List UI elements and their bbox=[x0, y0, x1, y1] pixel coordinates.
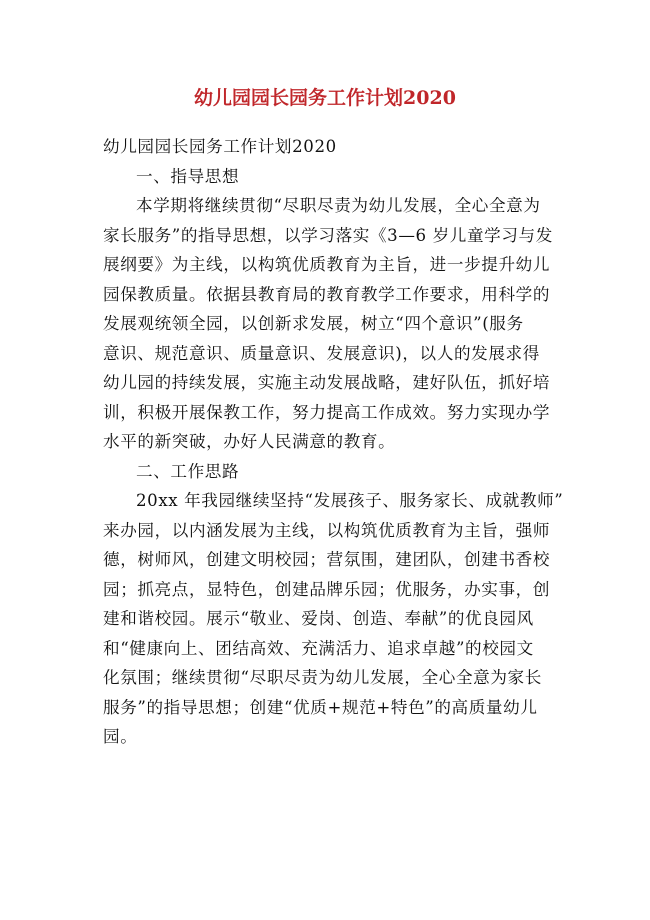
section-heading-work-approach: 二、工作思路 bbox=[136, 461, 240, 481]
paragraph-line: 园；抓亮点，显特色，创建品牌乐园；优服务，办实事，创 bbox=[103, 579, 551, 599]
paragraph-line: 建和谐校园。展示“敬业、爱岗、创造、奉献”的优良园风 bbox=[103, 609, 534, 628]
paragraph-line: 水平的新突破，办好人民满意的教育。 bbox=[103, 432, 396, 451]
paragraph-line: 园。 bbox=[103, 727, 138, 746]
section-heading-guiding-ideology: 一、指导思想 bbox=[136, 166, 240, 186]
paragraph-line: 和“健康向上、团结高效、充满活力、追求卓越”的校园文 bbox=[103, 638, 534, 658]
document-subtitle: 幼儿园园长园务工作计划2020 bbox=[103, 137, 337, 156]
document-body bbox=[103, 132, 564, 752]
paragraph-line: 来办园，以内涵发展为主线，以构筑优质教育为主旨，强师 bbox=[103, 520, 551, 540]
paragraph-line: 服务”的指导思想；创建“优质+规范+特色”的高质量幼儿 bbox=[103, 697, 538, 717]
paragraph-line: 20xx 年我园继续坚持“发展孩子、服务家长、成就教师” bbox=[136, 491, 564, 510]
paragraph-line: 园保教质量。依据县教育局的教育教学工作要求，用科学的 bbox=[103, 284, 551, 304]
document-title: 幼儿园园长园务工作计划2020 bbox=[194, 87, 456, 109]
paragraph-line: 本学期将继续贯彻“尽职尽责为幼儿发展，全心全意为 bbox=[136, 196, 541, 215]
paragraph-line: 发展观统领全园，以创新求发展，树立“四个意识”(服务 bbox=[103, 314, 524, 333]
paragraph-line: 家长服务”的指导思想，以学习落实《3—6 岁儿童学习与发 bbox=[103, 225, 553, 245]
paragraph-line: 化氛围；继续贯彻“尽职尽责为幼儿发展，全心全意为家长 bbox=[103, 668, 542, 687]
section-work-approach-paragraph bbox=[103, 486, 564, 752]
paragraph-line: 训，积极开展保教工作，努力提高工作成效。努力实现办学 bbox=[103, 402, 551, 422]
paragraph-line: 展纲要》为主线，以构筑优质教育为主旨，进一步提升幼儿 bbox=[103, 255, 551, 274]
paragraph-line: 幼儿园的持续发展，实施主动发展战略，建好队伍，抓好培 bbox=[103, 373, 551, 392]
section-guiding-ideology-paragraph bbox=[103, 191, 555, 457]
paragraph-line: 德，树师风，创建文明校园；营氛围，建团队，创建书香校 bbox=[103, 550, 551, 569]
paragraph-line: 意识、规范意识、质量意识、发展意识)，以人的发展求得 bbox=[103, 343, 540, 363]
